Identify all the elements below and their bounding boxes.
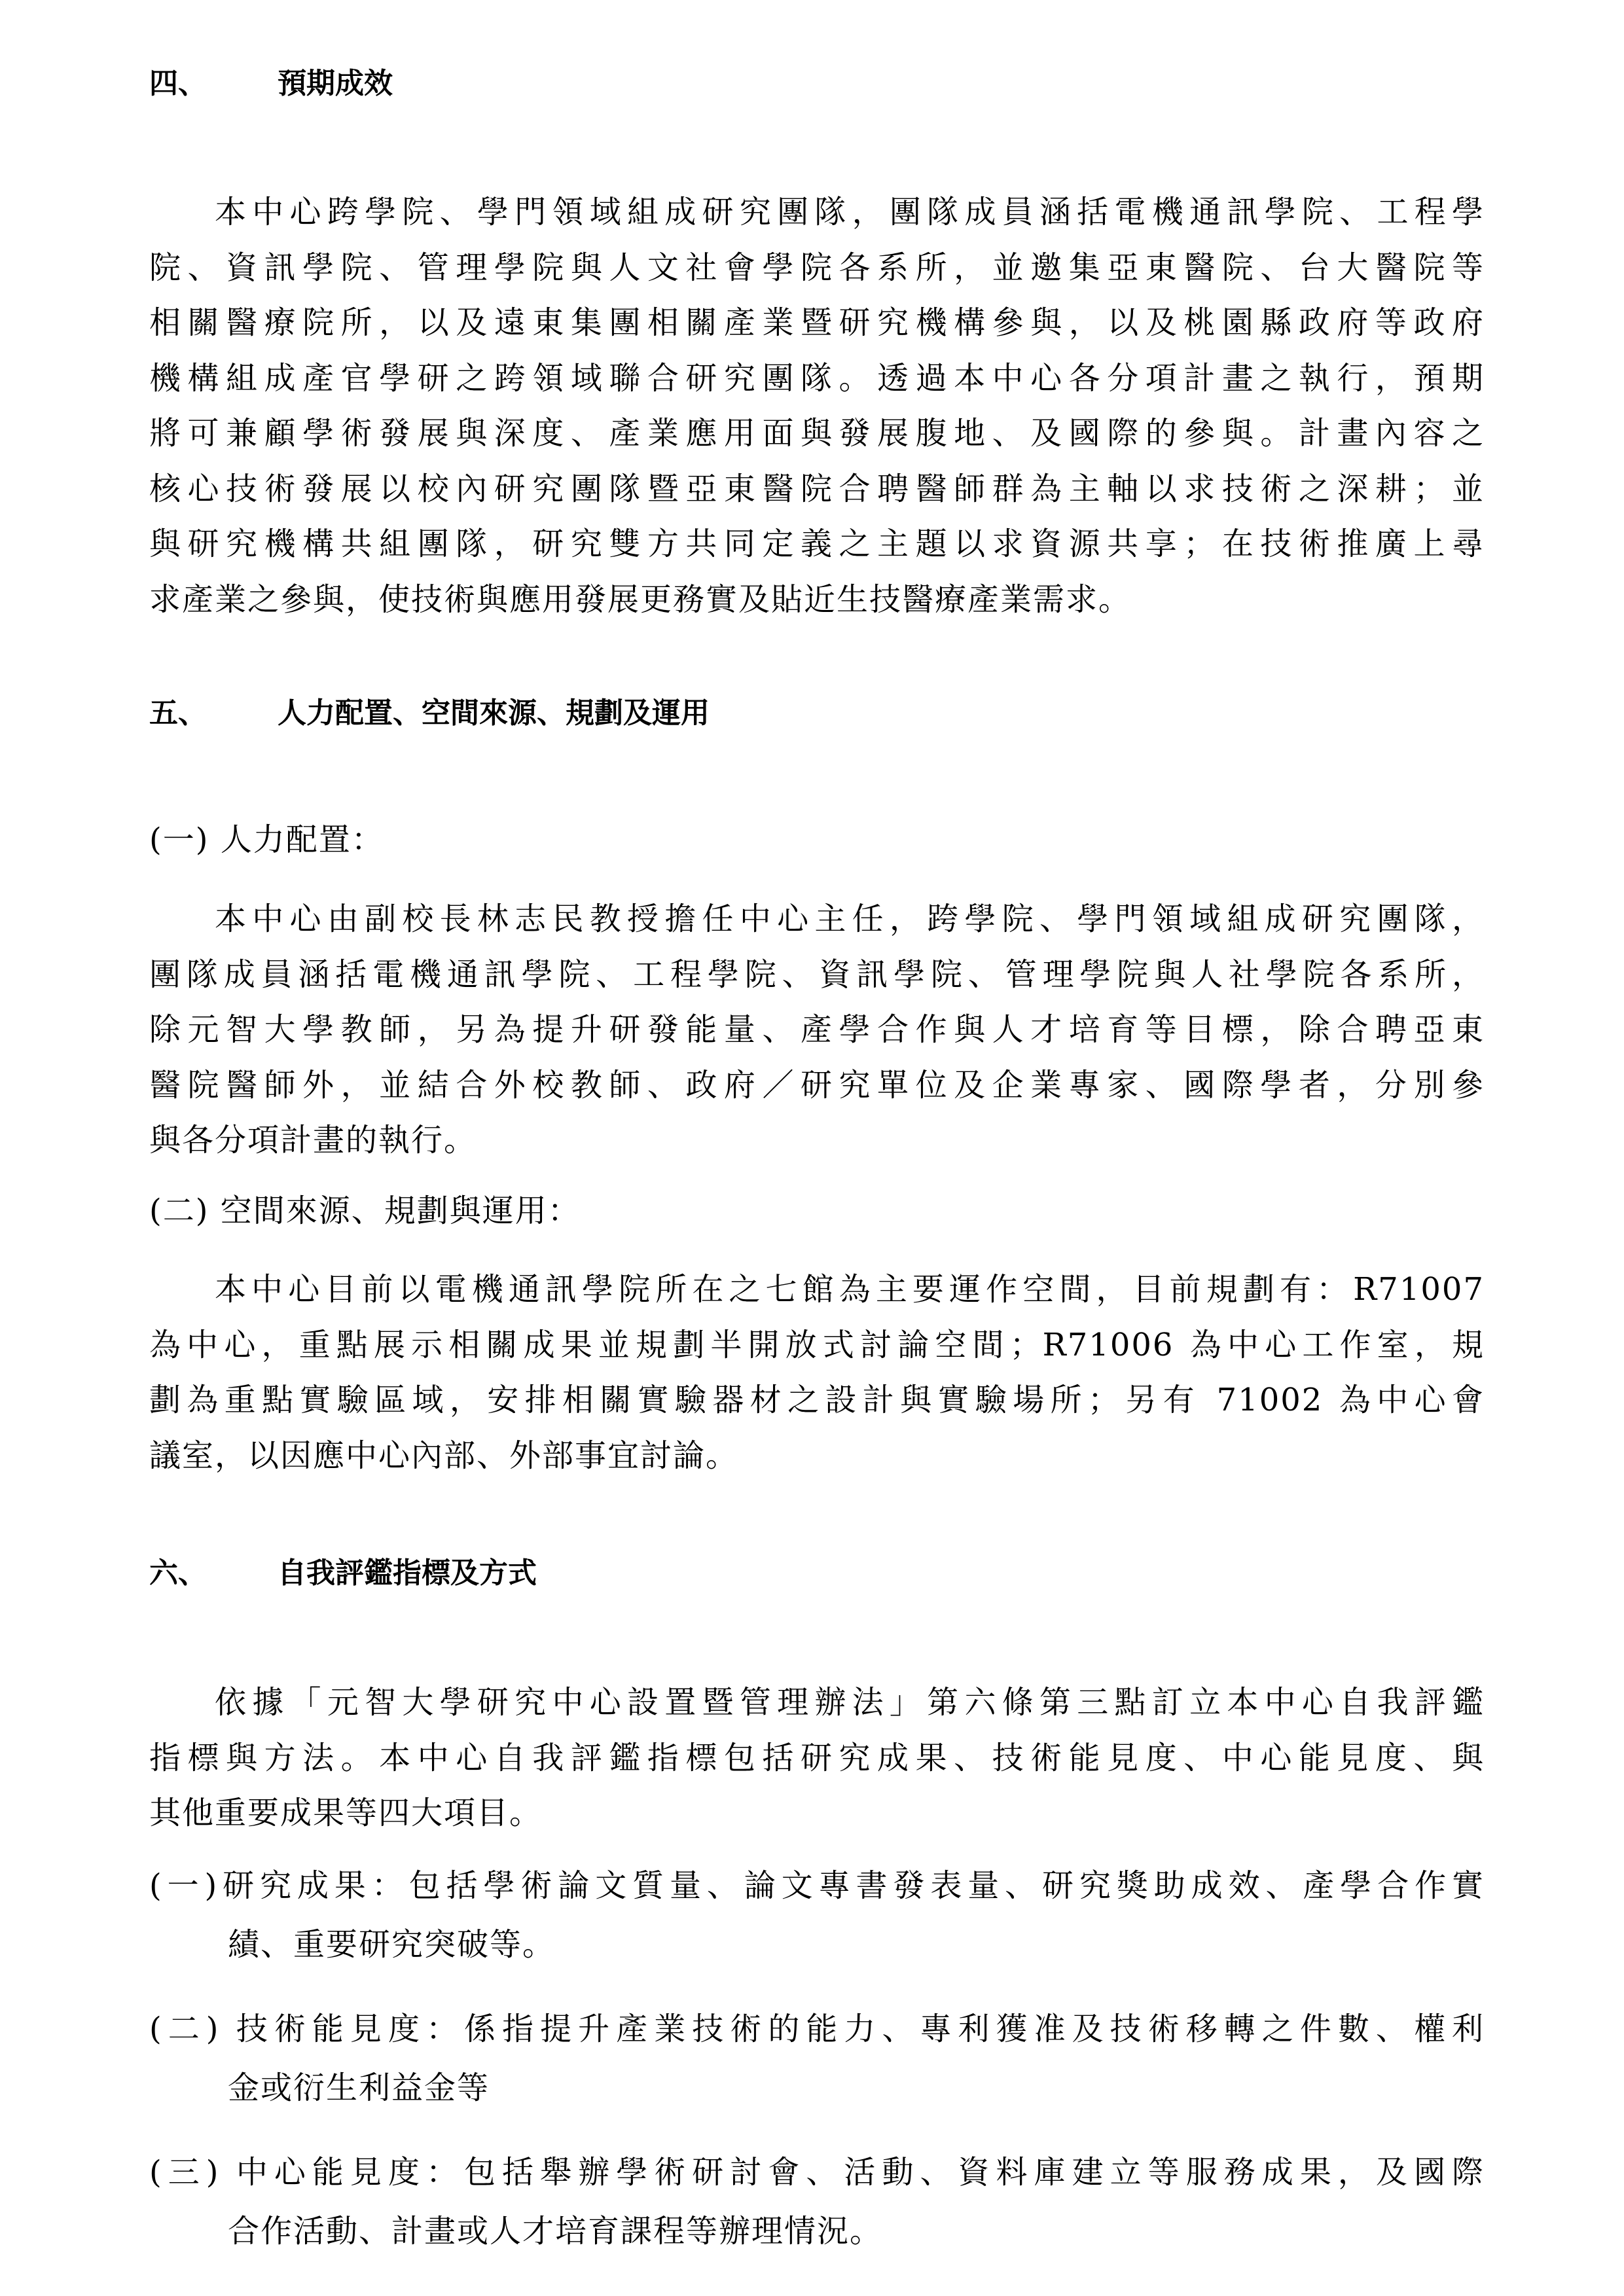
paragraph-line: 團隊成員涵括電機通訊學院、工程學院、資訊學院、管理學院與人社學院各系所， bbox=[149, 956, 1485, 993]
paragraph-line: 劃為重點實驗區域，安排相關實驗器材之設計與實驗場所；另有 71002 為中心會 bbox=[149, 1382, 1485, 1418]
paragraph-line: 本中心由副校長林志民教授擔任中心主任，跨學院、學門領域組成研究團隊， bbox=[215, 901, 1485, 937]
paragraph-line: 議室，以因應中心內部、外部事宜討論。 bbox=[149, 1437, 739, 1474]
section-6-heading bbox=[149, 1554, 537, 1593]
section-5-title: 人力配置、空間來源、規劃及運用 bbox=[278, 696, 710, 730]
section-4-title: 預期成效 bbox=[278, 67, 393, 100]
paragraph-line: 除元智大學教師，另為提升研發能量、產學合作與人才培育等目標，除合聘亞東 bbox=[149, 1011, 1485, 1048]
paragraph-line: 指標與方法。本中心自我評鑑指標包括研究成果、技術能見度、中心能見度、與 bbox=[149, 1739, 1485, 1776]
paragraph-line: 醫院醫師外，並結合外校教師、政府／研究單位及企業專家、國際學者，分別參 bbox=[149, 1066, 1485, 1103]
paragraph-line: 將可兼顧學術發展與深度、產業應用面與發展腹地、及國際的參與。計畫內容之 bbox=[149, 415, 1485, 452]
list-item-line: 金或衍生利益金等 bbox=[228, 2070, 490, 2106]
paragraph-line: 相關醫療院所，以及遠東集團相關產業暨研究機構參與，以及桃園縣政府等政府 bbox=[149, 304, 1485, 341]
paragraph-line: 求產業之參與，使技術與應用發展更務實及貼近生技醫療產業需求。 bbox=[149, 581, 1132, 618]
section-5-number: 五、 bbox=[149, 696, 207, 730]
section-6-title: 自我評鑑指標及方式 bbox=[278, 1556, 537, 1590]
list-item-line: 合作活動、計畫或人才培育課程等辦理情況。 bbox=[228, 2213, 883, 2250]
paragraph-line: 本中心目前以電機通訊學院所在之七館為主要運作空間，目前規劃有：R71007 bbox=[215, 1271, 1485, 1308]
paragraph-line: 其他重要成果等四大項目。 bbox=[149, 1795, 543, 1831]
list-item-line: (三) 中心能見度：包括舉辦學術研討會、活動、資料庫建立等服務成果，及國際 bbox=[149, 2154, 1485, 2191]
evaluation-item-research bbox=[149, 1856, 1485, 1974]
section-6-paragraph bbox=[149, 1675, 1485, 1841]
paragraph-line: 依據「元智大學研究中心設置暨管理辦法」第六條第三點訂立本中心自我評鑑 bbox=[215, 1684, 1485, 1721]
paragraph-line: 核心技術發展以校內研究團隊暨亞東醫院合聘醫師群為主軸以求技術之深耕；並 bbox=[149, 470, 1485, 507]
subsection-staffing-paragraph bbox=[149, 891, 1485, 1168]
evaluation-item-center bbox=[149, 2143, 1485, 2261]
section-4-heading bbox=[149, 64, 393, 103]
section-5-heading bbox=[149, 694, 710, 733]
paragraph-line: 為中心，重點展示相關成果並規劃半開放式討論空間；R71006 為中心工作室，規 bbox=[149, 1326, 1485, 1363]
paragraph-line: 本中心跨學院、學門領域組成研究團隊，團隊成員涵括電機通訊學院、工程學 bbox=[215, 194, 1485, 230]
list-item-line: (二) 技術能見度：係指提升產業技術的能力、專利獲准及技術移轉之件數、權利 bbox=[149, 2011, 1485, 2047]
subsection-space-paragraph bbox=[149, 1262, 1485, 1483]
list-item-line: 績、重要研究突破等。 bbox=[228, 1926, 556, 1963]
list-item-line: (一)研究成果：包括學術論文質量、論文專書發表量、研究獎助成效、產學合作實 bbox=[149, 1867, 1485, 1904]
evaluation-item-technology bbox=[149, 2000, 1485, 2117]
section-4-paragraph bbox=[149, 185, 1485, 627]
paragraph-line: 機構組成產官學研之跨領域聯合研究團隊。透過本中心各分項計畫之執行，預期 bbox=[149, 359, 1485, 397]
section-4-number: 四、 bbox=[149, 67, 207, 100]
paragraph-line: 與研究機構共組團隊，研究雙方共同定義之主題以求資源共享；在技術推廣上尋 bbox=[149, 526, 1485, 562]
paragraph-line: 與各分項計畫的執行。 bbox=[149, 1122, 477, 1158]
subsection-space-label: (二) 空間來源、規劃與運用： bbox=[149, 1193, 581, 1229]
section-6-number: 六、 bbox=[149, 1556, 207, 1590]
subsection-staffing-label: (一) 人力配置： bbox=[149, 821, 384, 858]
paragraph-line: 院、資訊學院、管理學院與人文社會學院各系所，並邀集亞東醫院、台大醫院等 bbox=[149, 249, 1485, 286]
